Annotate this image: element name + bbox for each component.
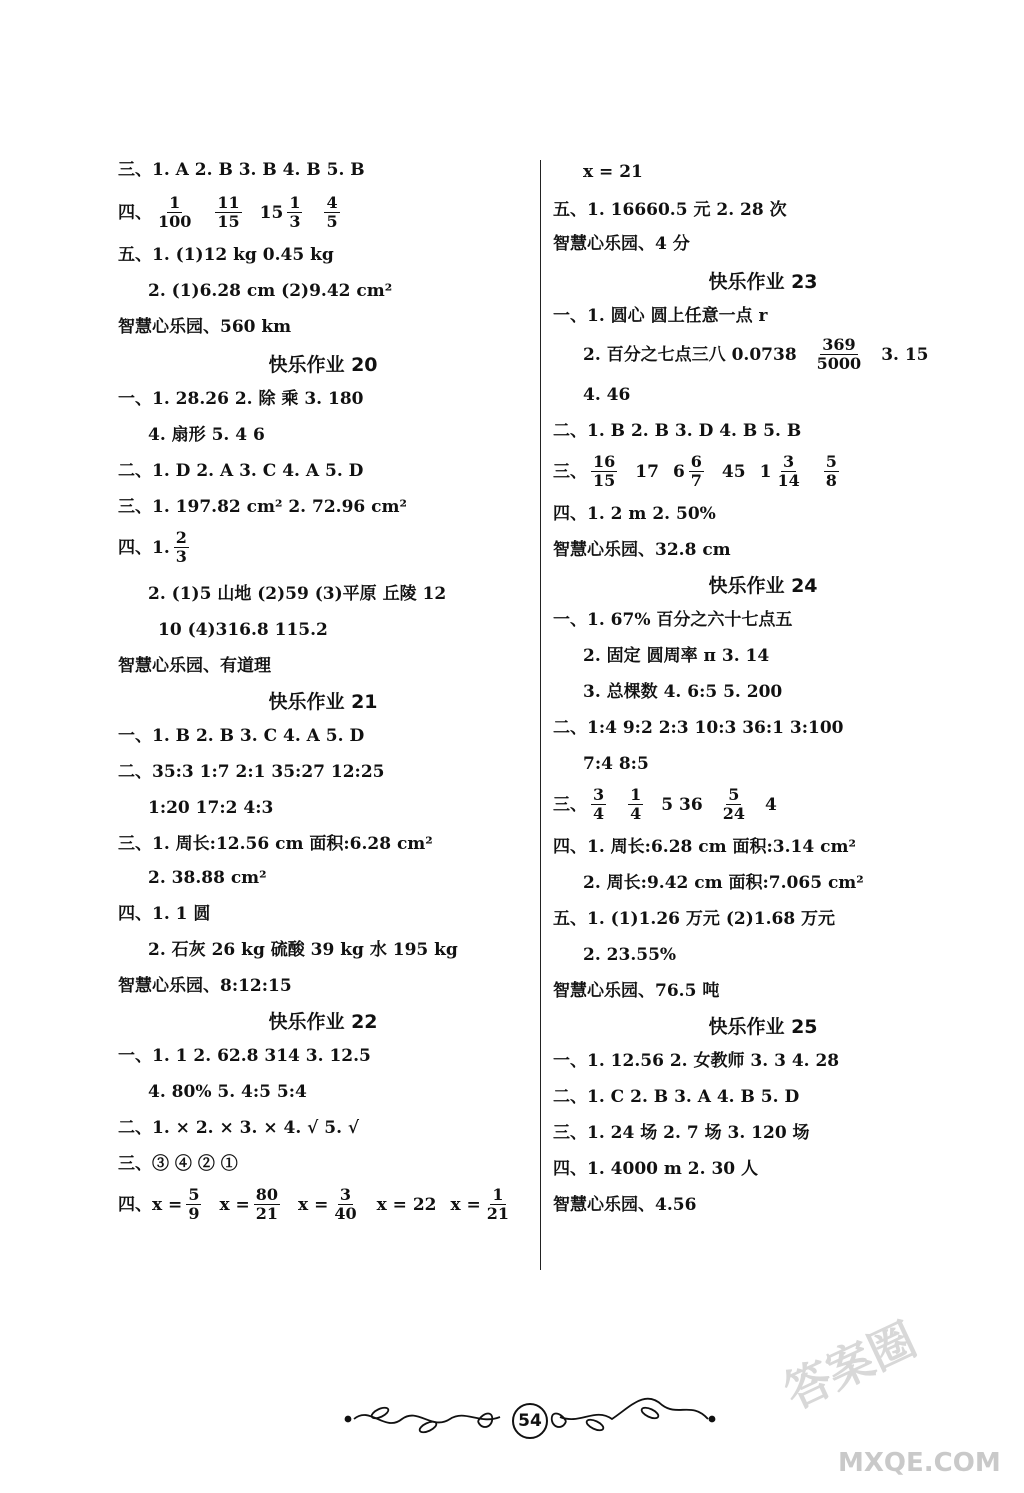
- denominator: 4: [630, 804, 642, 823]
- equation-answer: x = 22: [376, 1194, 437, 1215]
- answer-line: 一、1. B 2. B 3. C 4. A 5. D: [118, 726, 365, 746]
- fraction: [287, 194, 302, 231]
- denominator: 5: [326, 212, 338, 231]
- numerator: 2: [175, 528, 187, 547]
- answer-line: 四、1. 4000 m 2. 30 人: [553, 1159, 759, 1179]
- answer-line: 4. 扇形 5. 4 6: [148, 425, 265, 445]
- fraction: [156, 194, 193, 231]
- fraction-answer-line: [553, 786, 973, 823]
- column-divider: [540, 160, 541, 1270]
- denominator: 15: [593, 471, 616, 490]
- section-title: 快乐作业 24: [708, 575, 818, 597]
- answer-line: 2. 周长:9.42 cm 面积:7.065 cm²: [583, 873, 864, 893]
- whole-number: 15: [259, 202, 284, 223]
- answer-line: 三、1. 24 场 2. 7 场 3. 120 场: [553, 1123, 810, 1143]
- answer-line: 二、1. × 2. × 3. × 4. √ 5. √: [118, 1118, 360, 1138]
- line-prefix: 四、x =: [118, 1194, 183, 1215]
- fraction: [721, 786, 747, 823]
- numerator: 5: [728, 785, 740, 804]
- numerator: 3: [783, 452, 795, 471]
- numerator: 1: [169, 193, 181, 212]
- denominator: 21: [486, 1204, 510, 1223]
- section-title: 快乐作业 21: [268, 691, 378, 713]
- answer-line: 三、1. 周长:12.56 cm 面积:6.28 cm²: [118, 834, 433, 854]
- answer-line: 7:4 8:5: [583, 754, 649, 774]
- answer-line: 四、1. 周长:6.28 cm 面积:3.14 cm²: [553, 837, 856, 857]
- section-title: 快乐作业 23: [708, 271, 818, 293]
- answer-line: 2. 石灰 26 kg 硫酸 39 kg 水 195 kg: [148, 940, 458, 960]
- equation-answer-line: [118, 1186, 528, 1223]
- denominator: 14: [777, 471, 800, 490]
- fraction-answer-line: [553, 453, 973, 490]
- answer-line: 五、1. 16660.5 元 2. 28 次: [553, 200, 787, 220]
- answer-line: 三、1. A 2. B 3. B 4. B 5. B: [118, 160, 365, 180]
- answer-line: 二、1:4 9:2 2:3 10:3 36:1 3:100: [553, 718, 844, 738]
- numerator: 5: [825, 452, 837, 471]
- fraction-answer-line: [118, 529, 528, 566]
- fraction: [689, 453, 704, 490]
- page-footer: [340, 1395, 720, 1445]
- answer-value: 4: [764, 794, 777, 815]
- answer-line: 2. (1)5 山地 (2)59 (3)平原 丘陵 12: [148, 584, 447, 604]
- answer-line: 10 (4)316.8 115.2: [158, 620, 328, 640]
- answer-line: 一、1. 12.56 2. 女教师 3. 3 4. 28: [553, 1051, 840, 1071]
- fraction: [254, 1186, 280, 1223]
- denominator: 3: [289, 212, 301, 231]
- equation-lhs: x =: [298, 1194, 329, 1215]
- denominator: 7: [690, 471, 702, 490]
- fraction: [186, 1186, 201, 1223]
- denominator: 9: [188, 1204, 200, 1223]
- answer-line: 三、③ ④ ② ①: [118, 1154, 238, 1174]
- answer-line: 四、1. 2 m 2. 50%: [553, 504, 716, 524]
- answer-value: 5 36: [661, 794, 703, 815]
- answer-line: 二、1. D 2. A 3. C 4. A 5. D: [118, 461, 364, 481]
- answer-line: 1:20 17:2 4:3: [148, 798, 274, 818]
- fraction: [324, 194, 339, 231]
- equation-lhs: x =: [219, 1194, 250, 1215]
- numerator: 11: [217, 193, 240, 212]
- answer-value: 17: [635, 461, 659, 482]
- answer-line: 4. 80% 5. 4:5 5:4: [148, 1082, 307, 1102]
- answer-line: 三、1. 197.82 cm² 2. 72.96 cm²: [118, 497, 407, 517]
- answer-line: 一、1. 67% 百分之六十七点五: [553, 610, 793, 630]
- watermark-logo: 答案圈: [776, 1312, 925, 1420]
- numerator: 1: [630, 785, 642, 804]
- line-prefix: 三、: [553, 794, 587, 815]
- answer-line: 2. 固定 圆周率 π 3. 14: [583, 646, 770, 666]
- numerator: 5: [188, 1185, 200, 1204]
- line-prefix: 四、: [118, 202, 152, 223]
- answer-line: 智慧心乐园、4 分: [553, 234, 690, 254]
- right-column: [553, 150, 973, 1215]
- fraction: [775, 453, 801, 490]
- denominator: 3: [175, 547, 187, 566]
- line-prefix: 四、1.: [118, 537, 170, 558]
- numerator: 16: [593, 452, 616, 471]
- line-prefix: 三、: [553, 461, 587, 482]
- fraction: [628, 786, 643, 823]
- denominator: 15: [217, 212, 240, 231]
- denominator: 24: [722, 804, 745, 823]
- fraction-answer-line: [553, 336, 973, 373]
- numerator: 4: [326, 193, 338, 212]
- answer-value: 45: [721, 461, 746, 482]
- answer-line: 五、1. (1)12 kg 0.45 kg: [118, 245, 334, 265]
- watermark-url: MXQE.COM: [838, 1448, 1001, 1478]
- section-title: 快乐作业 25: [708, 1016, 818, 1038]
- whole-number: 6: [672, 461, 685, 482]
- answer-line: 二、1. B 2. B 3. D 4. B 5. B: [553, 421, 802, 441]
- answer-line: 一、1. 28.26 2. 除 乘 3. 180: [118, 389, 364, 409]
- denominator: 8: [825, 471, 837, 490]
- answer-line: 二、35:3 1:7 2:1 35:27 12:25: [118, 762, 385, 782]
- fraction: [215, 194, 241, 231]
- fraction: [815, 336, 864, 373]
- answer-line: 2. 23.55%: [583, 945, 677, 965]
- answer-line: 五、1. (1)1.26 万元 (2)1.68 万元: [553, 909, 836, 929]
- section-title: 快乐作业 20: [268, 354, 378, 376]
- answer-line: 智慧心乐园、8:12:15: [118, 976, 292, 996]
- numerator: 3: [593, 785, 605, 804]
- numerator: 80: [255, 1185, 279, 1204]
- section-title: 快乐作业 22: [268, 1011, 378, 1033]
- answer-line: 二、1. C 2. B 3. A 4. B 5. D: [553, 1087, 800, 1107]
- fraction: [174, 529, 189, 566]
- answer-line: 2. 38.88 cm²: [148, 868, 267, 888]
- left-column: [118, 150, 528, 1223]
- denominator: 4: [593, 804, 605, 823]
- answer-line: 智慧心乐园、有道理: [118, 656, 271, 676]
- answer-line: x = 21: [583, 162, 643, 182]
- fraction-answer-line: [118, 194, 528, 231]
- answer-line: 智慧心乐园、76.5 吨: [553, 981, 720, 1001]
- numerator: 1: [289, 193, 301, 212]
- answer-line: 一、1. 1 2. 62.8 314 3. 12.5: [118, 1046, 371, 1066]
- denominator: 40: [334, 1204, 357, 1223]
- numerator: 3: [339, 1185, 352, 1204]
- answer-text: 2. 百分之七点三八 0.0738: [583, 344, 797, 365]
- fraction: [332, 1186, 358, 1223]
- answer-line: 智慧心乐园、4.56: [553, 1195, 697, 1215]
- fraction: [485, 1186, 511, 1223]
- denominator: 100: [158, 212, 192, 231]
- numerator: 1: [492, 1185, 504, 1204]
- denominator: 5000: [816, 354, 862, 373]
- answer-line: 智慧心乐园、32.8 cm: [553, 540, 731, 560]
- numerator: 369: [822, 335, 856, 354]
- answer-line: 一、1. 圆心 圆上任意一点 r: [553, 306, 768, 326]
- answer-line: 4. 46: [583, 385, 631, 405]
- answer-line: 四、1. 1 圆: [118, 904, 211, 924]
- fraction: [591, 786, 606, 823]
- whole-number: 1: [759, 461, 772, 482]
- numerator: 6: [690, 452, 702, 471]
- page-number: 54: [512, 1403, 548, 1439]
- fraction: [824, 453, 839, 490]
- answer-line: 3. 总棵数 4. 6:5 5. 200: [583, 682, 783, 702]
- answer-line: 智慧心乐园、560 km: [118, 317, 292, 337]
- fraction: [591, 453, 617, 490]
- equation-lhs: x =: [450, 1194, 481, 1215]
- answer-text: 3. 15: [881, 344, 929, 365]
- answer-line: 2. (1)6.28 cm (2)9.42 cm²: [148, 281, 393, 301]
- denominator: 21: [255, 1204, 279, 1223]
